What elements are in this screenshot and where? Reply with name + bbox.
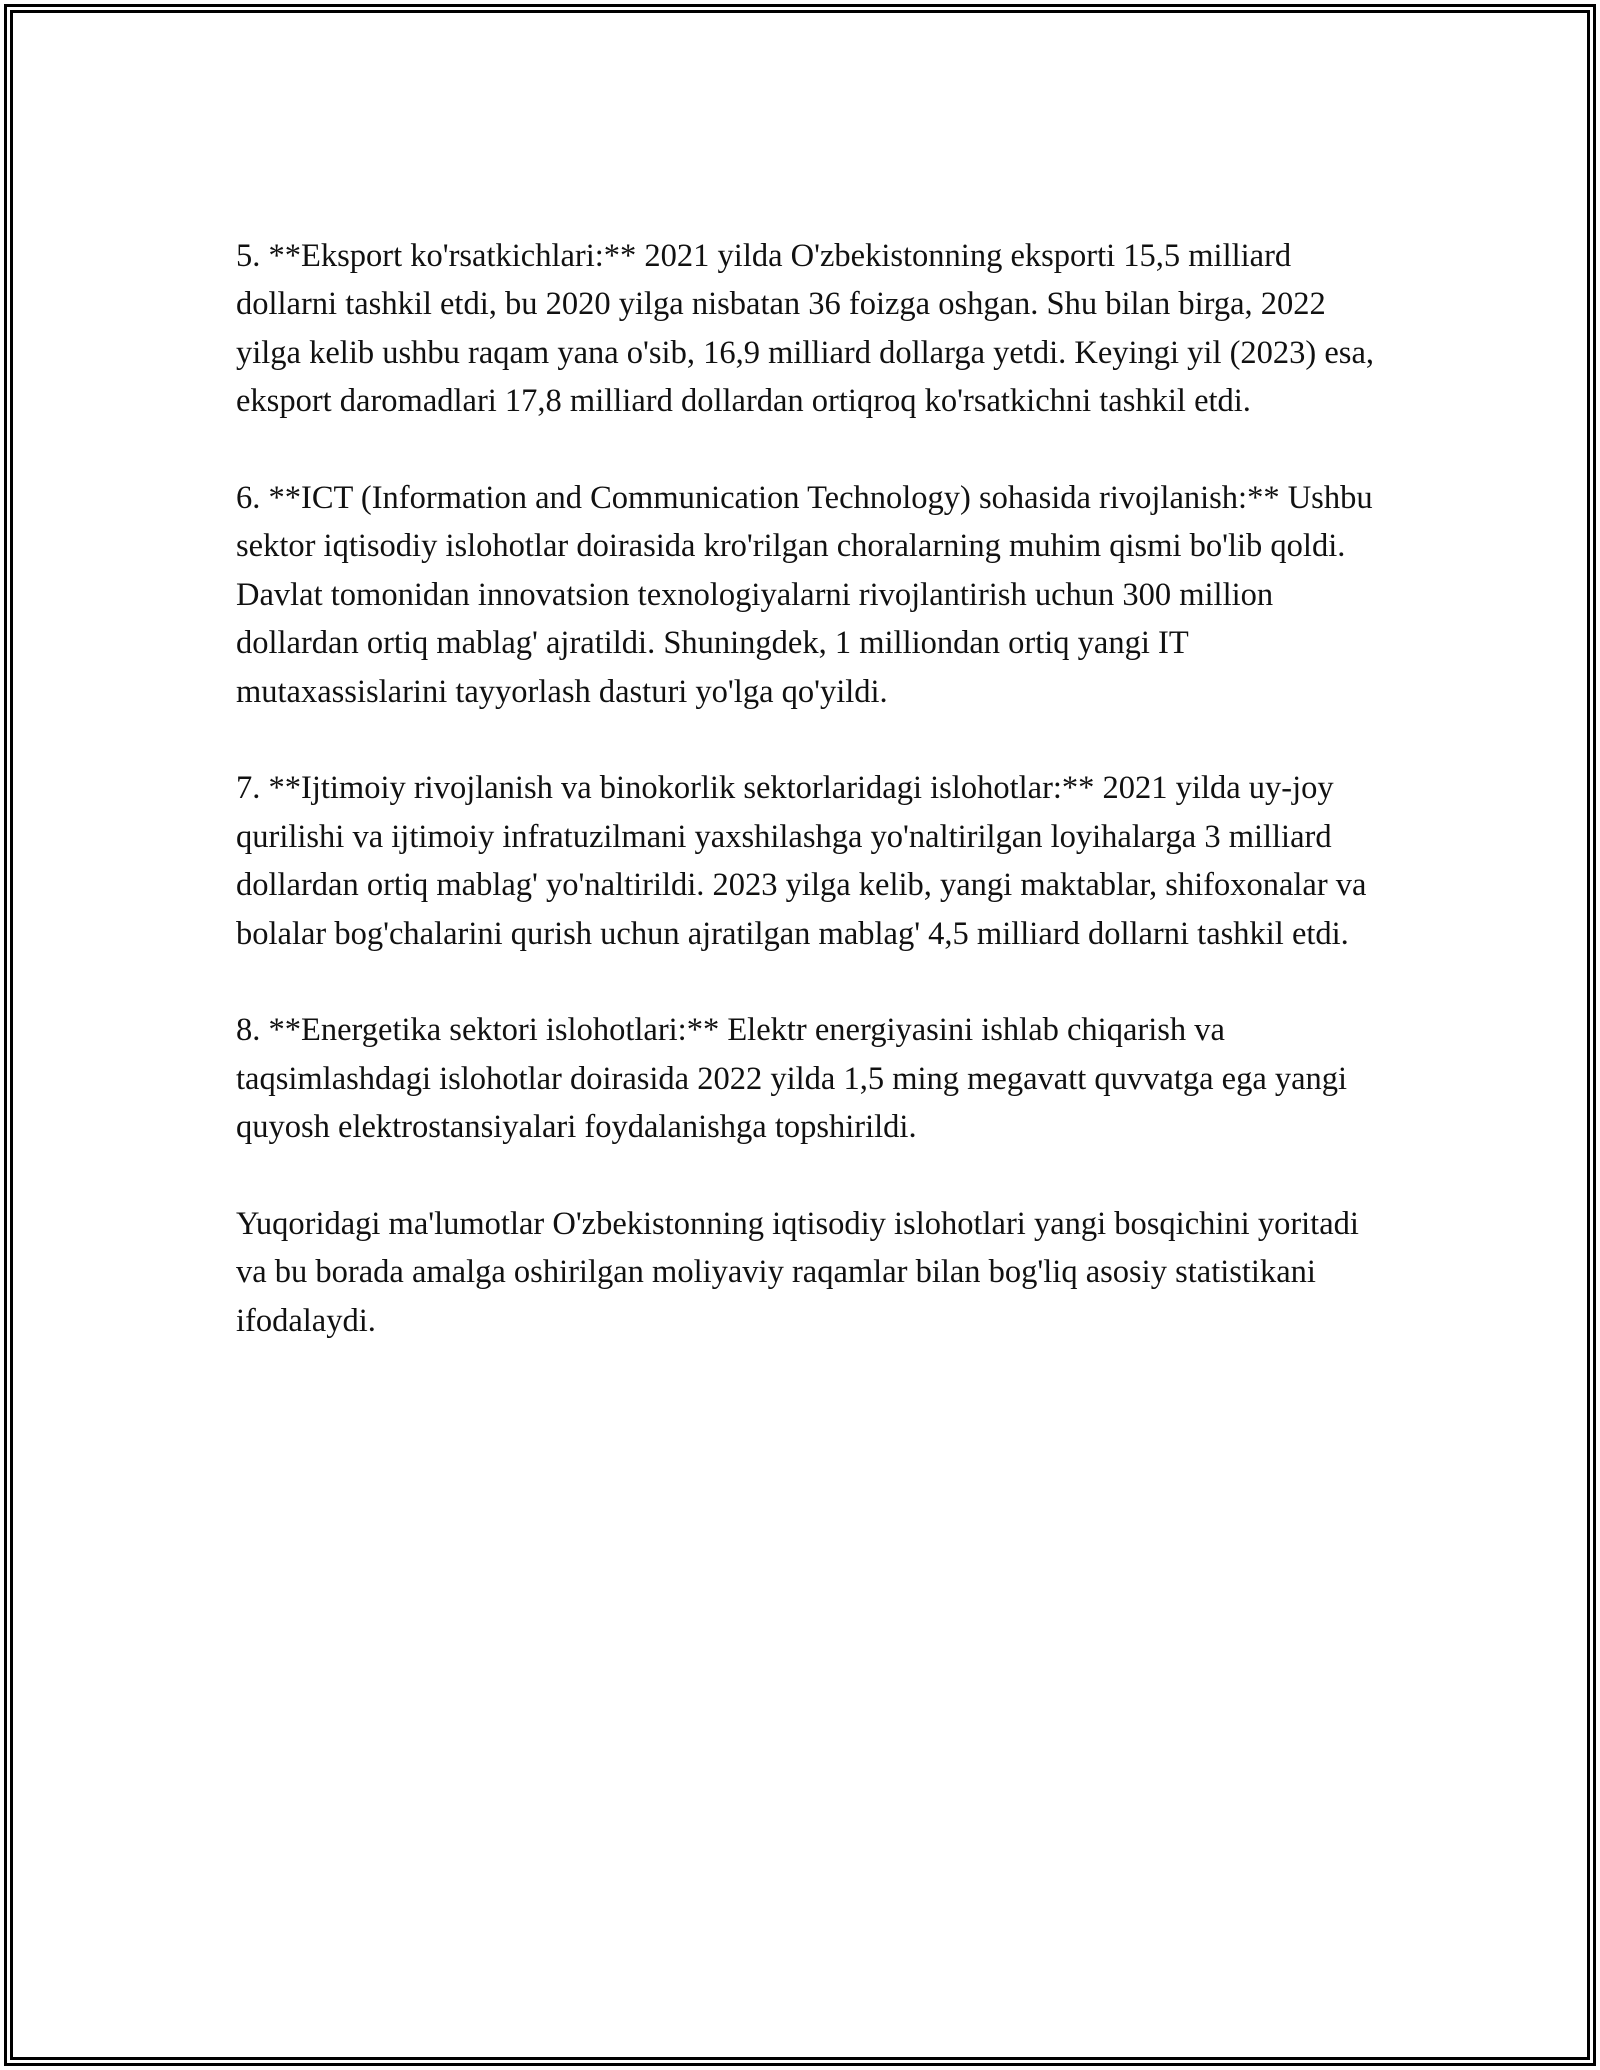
paragraph-conclusion: Yuqoridagi ma'lumotlar O'zbekistonning iqtisodiy islohotlari yangi bosqichini yoritadi va bu borada amalga oshirilgan moliyaviy raqamlar bilan bog'liq asosiy statistikani ifodalaydi.: [236, 1206, 1359, 1339]
document-body: [236, 232, 1376, 1394]
paragraph-energy-sector-reforms: 8. **Energetika sektori islohotlari:** Elektr energiyasini ishlab chiqarish va taqsimlashdagi islohotlar doirasida 2022 yilda 1,5 ming megavatt quvvatga ega yangi quyosh elektrostansiyalari foydalanishga topshirildi.: [236, 1012, 1348, 1146]
paragraph-export-indicators: 5. **Eksport ko'rsatkichlari:** 2021 yilda O'zbekistonning eksporti 15,5 milliard dollarni tashkil etdi, bu 2020 yilga nisbatan 36 foizga oshgan. Shu bilan birga, 2022 yilga kelib ushbu raqam yana o'sib, 16,9 milliard dollarga yetdi. Keyingi yil (2023) esa, eksport daromadlari 17,8 milliard dollardan ortiqroq ko'rsatkichni tashkil etdi.: [236, 238, 1375, 420]
paragraph-social-construction-reforms: 7. **Ijtimoiy rivojlanish va binokorlik sektorlaridagi islohotlar:** 2021 yilda uy-joy qurilishi va ijtimoiy infratuzilmani yaxshilashga yo'naltirilgan loyihalarga 3 milliard dollardan ortiq mablag' yo'naltirildi. 2023 yilga kelib, yangi maktablar, shifoxonalar va bolalar bog'chalarini qurish uchun ajratilgan mablag' 4,5 milliard dollarni tashkil etdi.: [236, 770, 1367, 952]
paragraph-ict-development: 6. **ICT (Information and Communication Technology) sohasida rivojlanish:** Ushbu sektor iqtisodiy islohotlar doirasida kro'rilgan choralarning muhim qismi bo'lib qoldi. Davlat tomonidan innovatsion texnologiyalarni rivojlantirish uchun 300 million dollardan ortiq mablag' ajratildi. Shuningdek, 1 milliondan ortiq yangi IT mutaxassislarini tayyorlash dasturi yo'lga qo'yildi.: [236, 480, 1373, 710]
